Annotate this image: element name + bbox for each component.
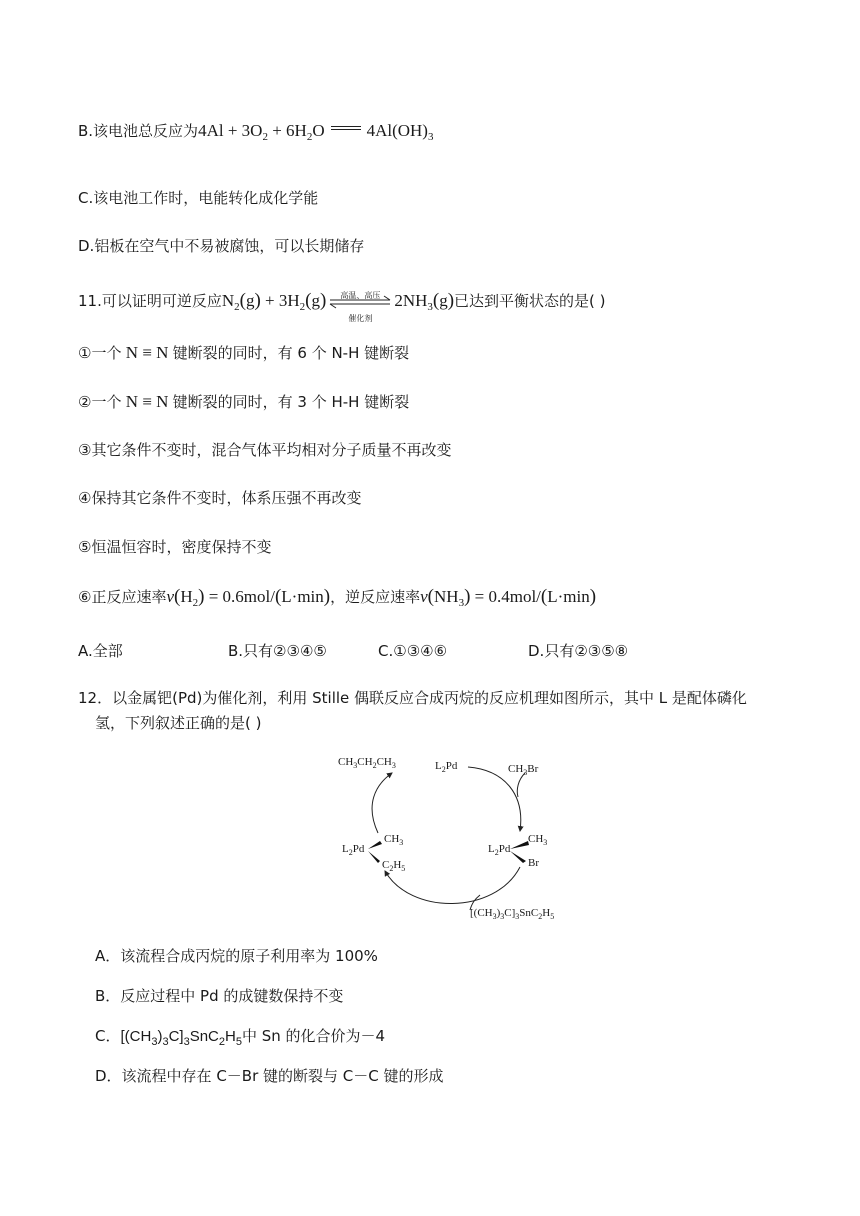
right-complex-br-label: Br [528,857,539,869]
right-complex-ch3-label: $CH_3$ [528,833,548,847]
statement-6: ⑥正反应速率$v(H_2) = 0.6mol/(L\cdot\min)$，逆反应速率$v(NH_3) = 0.4mol/(L\cdot\min)$ [78,586,597,609]
tin-compound-formula: $[(CH_3)_3C]_3SnC_2H_5$ [120,1028,242,1048]
methyl-bromide-label: $CH_3Br$ [508,763,539,777]
question-11-options [78,640,778,662]
pd-catalyst-label: $L_2Pd$ [435,760,458,774]
option-d-line: D.铝板在空气中不易被腐蚀，可以长期储存 [78,237,365,255]
left-complex-c2h5-label: $C_2H_5$ [382,859,406,873]
q12-option-d[interactable]: D．该流程中存在 C－Br 键的断裂与 C－C 键的形成 [95,1067,444,1085]
triple-bond-formula: N ≡ N [121,343,173,362]
q11-option-a[interactable]: A.全部 [78,642,123,660]
statement-3: ③其它条件不变时，混合气体平均相对分子质量不再改变 [78,441,452,459]
left-complex-pd-label: $L_2Pd$ [342,843,365,857]
q12-option-b[interactable]: B．反应过程中 Pd 的成键数保持不变 [95,987,344,1005]
right-complex-pd-label: $L_2Pd$ [488,843,511,857]
q12-option-a[interactable]: A．该流程合成丙烷的原子利用率为 100% [95,947,378,965]
left-complex-ch3-label: $CH_3$ [384,833,404,847]
q11-option-b[interactable]: B.只有②③④⑤ [228,642,327,660]
tin-reagent-label: $[(CH_3)_3C]_3SnC_2H_5$ [470,907,555,921]
question-12-stem-line2: 氢，下列叙述正确的是( ) [95,714,262,732]
question-12-stem-line1: 12．以金属钯(Pd)为催化剂，利用 Stille 偶联反应合成丙烷的反应机理如图所示，其中 L 是配体磷化 [78,689,747,707]
reversible-arrow-icon: 高温、高压 催化剂 [328,291,392,313]
q11-option-d[interactable]: D.只有②③⑤⑧ [528,642,629,660]
statement-4: ④保持其它条件不变时，体系压强不再改变 [78,489,362,507]
propane-label: $CH_3CH_2CH_3$ [338,756,396,770]
equilibrium-equation: $N_2(g) + 3H_2(g)$ 高温、高压 催化剂 $2NH_3(g)$ [221,290,455,324]
q12-option-c[interactable]: C．$[(CH_3)_3C]_3SnC_2H_5$中 Sn 的化合价为－4 [95,1027,386,1048]
equals-sign-icon [331,124,361,132]
option-b-line: B.该电池总反应为$4Al + 3O_2 + 6H_2O$ $4Al(OH)_3$ [78,121,434,143]
option-c-line: C.该电池工作时，电能转化成化学能 [78,189,319,207]
triple-bond-formula: N ≡ N [121,392,173,411]
total-reaction-equation: $4Al + 3O_2 + 6H_2O$ $4Al(OH)_3$ [198,121,434,143]
catalytic-cycle-diagram [330,745,570,925]
statement-1: ①一个 N ≡ N 键断裂的同时，有 6 个 N-H 键断裂 [78,343,410,362]
statement-5: ⑤恒温恒容时，密度保持不变 [78,538,272,556]
reverse-rate-formula: $v(NH_3) = 0.4mol/(L\cdot\min)$ [420,586,597,609]
q11-option-c[interactable]: C.①③④⑥ [378,642,448,660]
question-11-stem: 11.可以证明可逆反应$N_2(g) + 3H_2(g)$ 高温、高压 催化剂 $2NH_3(g)$已达到平衡状态的是( ) [78,290,606,324]
statement-2: ②一个 N ≡ N 键断裂的同时，有 3 个 H-H 键断裂 [78,392,410,411]
forward-rate-formula: $v(H_2) = 0.6mol/(L\cdot\min)$ [166,586,331,609]
